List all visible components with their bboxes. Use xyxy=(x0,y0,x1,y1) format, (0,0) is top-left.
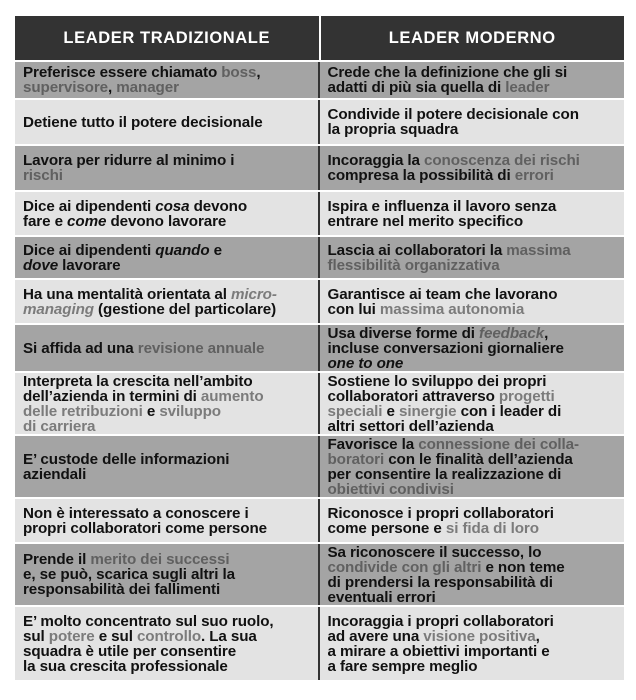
cell-line xyxy=(23,404,264,419)
cell-line xyxy=(23,389,264,404)
cell-line xyxy=(23,452,229,467)
cell-line xyxy=(328,389,562,404)
cell-line xyxy=(328,153,580,168)
table-row xyxy=(15,607,624,682)
text-segment: Preferisce essere chiamato xyxy=(23,64,222,81)
cell-line xyxy=(328,214,557,229)
text-segment: Incoraggia i propri collaboratori xyxy=(327,612,554,630)
text-segment: Incoraggia la xyxy=(327,152,425,169)
cell-line xyxy=(328,287,558,302)
highlighted-text: flessibilità organizzativa xyxy=(327,256,500,274)
header-traditional-leader: LEADER TRADIZIONALE xyxy=(15,16,321,60)
cell-line xyxy=(328,341,564,356)
modern-cell xyxy=(320,100,625,144)
text-segment: quando xyxy=(155,241,210,259)
traditional-cell xyxy=(15,325,320,371)
highlighted-text: potere xyxy=(48,627,95,645)
cell-line xyxy=(328,374,562,389)
text-segment: dove xyxy=(23,256,59,274)
modern-cell xyxy=(320,436,625,497)
text-segment: . La sua xyxy=(201,627,257,645)
text-segment: Non è interessato a conoscere i xyxy=(23,504,249,522)
text-segment: lavorare xyxy=(58,256,121,274)
cell-line xyxy=(23,521,267,536)
text-segment: Lascia ai collaboratori la xyxy=(327,241,507,259)
highlighted-text: sviluppo xyxy=(159,402,221,420)
text-segment: cosa xyxy=(155,197,190,215)
cell-line xyxy=(23,567,235,582)
text-segment: e xyxy=(382,402,400,420)
highlighted-text: supervisore xyxy=(23,79,109,96)
text-segment: adatti di più sia quella di xyxy=(327,79,506,96)
table-header xyxy=(15,16,624,62)
text-segment: Crede che la definizione che gli si xyxy=(327,64,568,81)
cell-line xyxy=(23,582,235,597)
text-segment: devono xyxy=(189,197,248,215)
text-segment: responsabilità dei fallimenti xyxy=(23,581,221,598)
cell-line xyxy=(328,356,564,371)
cell-line xyxy=(23,199,247,214)
highlighted-text: controllo xyxy=(136,627,202,645)
text-segment: E’ molto concentrato sul suo ruolo, xyxy=(23,612,274,630)
text-segment: Ha una mentalità orientata al xyxy=(23,285,231,303)
text-segment: altri settori dell’azienda xyxy=(327,417,494,435)
text-segment: a fare sempre meglio xyxy=(327,657,478,675)
text-segment: compresa la possibilità di xyxy=(327,167,515,184)
modern-cell xyxy=(320,607,625,680)
highlighted-text: aumento xyxy=(200,387,264,405)
cell-line xyxy=(328,107,579,122)
table-row xyxy=(15,100,624,146)
cell-line xyxy=(23,115,263,130)
cell-line xyxy=(328,560,565,575)
text-segment: sul xyxy=(23,627,49,645)
cell-line xyxy=(328,575,565,590)
table-row xyxy=(15,544,624,607)
traditional-cell xyxy=(15,436,320,497)
text-segment: , xyxy=(108,79,117,96)
cell-line xyxy=(23,258,222,273)
cell-line xyxy=(328,199,557,214)
traditional-cell xyxy=(15,100,320,144)
highlighted-text: manager xyxy=(116,79,179,96)
highlighted-text: boss xyxy=(221,64,257,81)
highlighted-text: merito dei successi xyxy=(90,551,230,568)
text-segment: Dice ai dipendenti xyxy=(23,241,156,259)
text-segment: la propria squadra xyxy=(327,121,459,138)
highlighted-text: di carriera xyxy=(23,417,96,435)
table-row xyxy=(15,62,624,100)
text-segment: entrare nel merito specifico xyxy=(327,212,524,230)
text-segment: Interpreta la crescita nell’ambito xyxy=(23,372,253,390)
traditional-cell xyxy=(15,544,320,605)
text-segment: e xyxy=(142,402,160,420)
cell-line xyxy=(23,644,274,659)
cell-line xyxy=(328,122,579,137)
cell-line xyxy=(328,521,554,536)
modern-cell xyxy=(320,373,625,434)
text-segment: con i leader di xyxy=(456,402,562,420)
cell-line xyxy=(328,326,564,341)
traditional-cell xyxy=(15,62,320,98)
text-segment: e, se può, scarica sugli altri la xyxy=(23,566,235,583)
text-segment: ad avere una xyxy=(327,627,424,645)
text-segment: Si affida ad una xyxy=(23,339,138,357)
text-segment: , xyxy=(544,324,549,342)
text-segment: e xyxy=(209,241,222,259)
cell-line xyxy=(328,659,554,674)
cell-line xyxy=(23,374,264,389)
traditional-cell xyxy=(15,146,320,190)
highlighted-text: massima autonomia xyxy=(379,300,525,318)
text-segment: la sua crescita professionale xyxy=(23,657,228,675)
modern-cell xyxy=(320,544,625,605)
cell-line xyxy=(23,552,235,567)
table-row xyxy=(15,373,624,436)
highlighted-text: connessione dei colla- xyxy=(418,435,579,453)
highlighted-text: massima xyxy=(506,241,571,259)
text-segment: come persone e xyxy=(327,519,446,537)
cell-line xyxy=(23,168,234,183)
highlighted-text: visione positiva xyxy=(423,627,536,645)
text-segment: E’ custode delle informazioni xyxy=(23,450,230,468)
text-segment: eventuali errori xyxy=(327,588,436,606)
text-segment: aziendali xyxy=(23,465,87,483)
text-segment: dell’azienda in termini di xyxy=(23,387,201,405)
modern-cell xyxy=(320,325,625,371)
text-segment: Dice ai dipendenti xyxy=(23,197,156,215)
text-segment: Riconosce i propri collaboratori xyxy=(327,504,554,522)
cell-line xyxy=(328,65,568,80)
text-segment: a mirare a obiettivi importanti e xyxy=(327,642,550,660)
text-segment: propri collaboratori come persone xyxy=(23,519,267,537)
cell-line xyxy=(328,419,562,434)
cell-line xyxy=(328,258,571,273)
highlighted-text: rischi xyxy=(23,167,63,184)
cell-line xyxy=(328,590,565,605)
text-segment: come xyxy=(67,212,107,230)
cell-line xyxy=(23,419,264,434)
cell-line xyxy=(23,65,260,80)
text-segment: con le finalità dell’azienda xyxy=(384,450,573,468)
header-modern-leader: LEADER MODERNO xyxy=(388,28,556,47)
highlighted-text: progetti xyxy=(498,387,555,405)
text-segment: incluse conversazioni giornaliere xyxy=(327,339,564,357)
highlighted-text: boratori xyxy=(327,450,385,468)
table-row xyxy=(15,280,624,325)
text-segment: Detiene tutto il potere decisionale xyxy=(23,113,263,131)
highlighted-text: revisione annuale xyxy=(137,339,265,357)
cell-line xyxy=(328,644,554,659)
highlighted-text: conoscenza dei rischi xyxy=(424,152,580,169)
text-segment: collaboratori attraverso xyxy=(327,387,499,405)
text-segment: Usa diverse forme di xyxy=(327,324,480,342)
text-segment: Prende il xyxy=(23,551,91,568)
text-segment: e sul xyxy=(94,627,137,645)
table-row xyxy=(15,237,624,280)
text-segment: squadra è utile per consentire xyxy=(23,642,237,660)
comparison-table xyxy=(15,16,624,682)
text-segment: devono lavorare xyxy=(106,212,227,230)
text-segment: , xyxy=(535,627,540,645)
modern-cell xyxy=(320,192,625,235)
cell-line xyxy=(328,168,580,183)
cell-line xyxy=(328,243,571,258)
highlighted-text: feedback xyxy=(479,324,545,342)
cell-line xyxy=(328,80,568,95)
cell-line xyxy=(23,629,274,644)
text-segment: fare e xyxy=(23,212,68,230)
text-segment: Sostiene lo sviluppo dei propri xyxy=(327,372,547,390)
cell-line xyxy=(328,467,579,482)
text-segment: Ispira e influenza il lavoro senza xyxy=(327,197,557,215)
cell-line xyxy=(23,153,234,168)
text-segment: Favorisce la xyxy=(327,435,419,453)
cell-line xyxy=(328,437,579,452)
highlighted-text: delle retribuzioni xyxy=(23,402,143,420)
text-segment: (gestione del particolare) xyxy=(93,300,277,318)
cell-line xyxy=(328,506,554,521)
cell-line xyxy=(23,614,274,629)
highlighted-text: errori xyxy=(514,167,554,184)
highlighted-text: leader xyxy=(505,79,550,96)
highlighted-text: speciali xyxy=(327,402,383,420)
cell-line xyxy=(328,629,554,644)
traditional-cell xyxy=(15,280,320,323)
text-segment: Garantisce ai team che lavorano xyxy=(327,285,558,303)
cell-line xyxy=(328,482,579,497)
cell-line xyxy=(328,302,558,317)
table-row xyxy=(15,146,624,192)
text-segment: Lavora per ridurre al minimo i xyxy=(23,152,235,169)
table-body xyxy=(15,62,624,682)
traditional-cell xyxy=(15,192,320,235)
cell-line xyxy=(23,243,222,258)
text-segment: Sa riconoscere il successo, lo xyxy=(327,543,542,561)
highlighted-text: managing xyxy=(23,300,94,318)
cell-line xyxy=(23,467,229,482)
cell-line xyxy=(23,287,277,302)
cell-line xyxy=(328,404,562,419)
cell-line xyxy=(328,614,554,629)
cell-line xyxy=(23,302,277,317)
text-segment: con lui xyxy=(327,300,380,318)
highlighted-text: si fida di loro xyxy=(445,519,539,537)
traditional-cell xyxy=(15,499,320,542)
cell-line xyxy=(23,80,260,95)
highlighted-text: sinergie xyxy=(399,402,457,420)
text-segment: per consentire la realizzazione di xyxy=(327,465,562,483)
text-segment: , xyxy=(256,64,261,81)
table-row xyxy=(15,192,624,237)
highlighted-text: obiettivi condivisi xyxy=(327,480,454,498)
cell-line xyxy=(23,341,264,356)
text-segment: di prendersi la responsabilità di xyxy=(327,573,553,591)
cell-line xyxy=(328,545,565,560)
modern-cell xyxy=(320,499,625,542)
modern-cell xyxy=(320,62,625,98)
highlighted-text: condivide con gli altri xyxy=(327,558,482,576)
table-row xyxy=(15,325,624,373)
cell-line xyxy=(23,506,267,521)
text-segment: one to one xyxy=(327,354,404,372)
table-row xyxy=(15,499,624,544)
cell-line xyxy=(23,659,274,674)
traditional-cell xyxy=(15,237,320,278)
traditional-cell xyxy=(15,607,320,680)
traditional-cell xyxy=(15,373,320,434)
table-row xyxy=(15,436,624,499)
cell-line xyxy=(23,214,247,229)
highlighted-text: micro- xyxy=(231,285,277,303)
modern-cell xyxy=(320,280,625,323)
modern-cell xyxy=(320,237,625,278)
text-segment: Condivide il potere decisionale con xyxy=(327,106,579,123)
cell-line xyxy=(328,452,579,467)
modern-cell xyxy=(320,146,625,190)
text-segment: e non teme xyxy=(481,558,565,576)
